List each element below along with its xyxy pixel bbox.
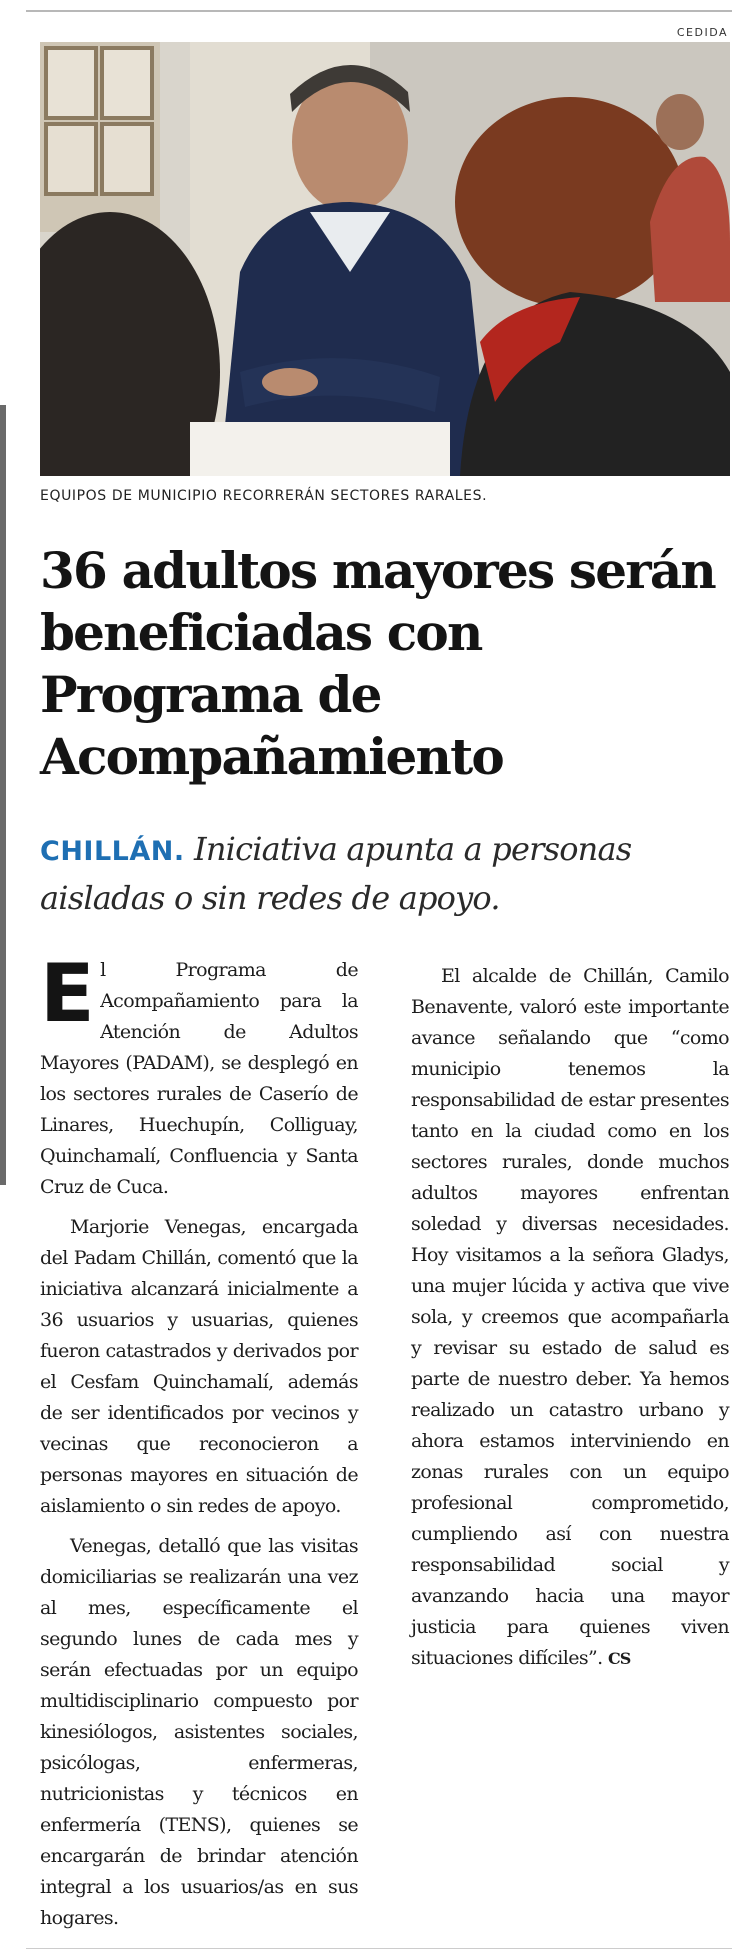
location-kicker: CHILLÁN.	[40, 836, 185, 867]
body-paragraph-3	[40, 1531, 358, 1934]
body-column-right	[411, 952, 729, 1674]
bottom-rule	[26, 1948, 732, 1949]
page-edge-shadow	[0, 405, 6, 1185]
body-paragraph-4	[411, 961, 729, 1674]
photo-credit: CEDIDA	[676, 26, 728, 39]
body-column-left	[40, 947, 358, 1934]
body-paragraph-1	[40, 947, 358, 1203]
top-rule	[26, 10, 732, 12]
body-paragraph-1-text: l Programa de Acompañamiento para la Atención de Adultos Mayores (PADAM), se desplegó en los sectores rurales de Caserío de Linares, Huechupín, Colliguay, Quinchamalí, Confluencia y Santa Cruz de Cuca.	[40, 959, 358, 1198]
end-of-article-mark: CS	[608, 1649, 631, 1668]
drop-cap: E	[40, 947, 95, 1040]
lead-paragraph	[40, 826, 740, 921]
headline: 36 adultos mayores serán beneficiadas con Programa de Acompañamiento	[40, 541, 715, 786]
lead-text: Iniciativa apunta a personas aisladas o sin redes de apoyo.	[40, 830, 632, 917]
photo-caption: EQUIPOS DE MUNICIPIO RECORRERÁN SECTORES RARALES.	[40, 488, 488, 504]
body-paragraph-4-text: El alcalde de Chillán, Camilo Benavente, valoró este importante avance señalando que “como municipio tenemos la responsabilidad de estar presentes tanto en la ciudad como en los sectores rurales, donde muchos adultos mayores enfrentan soledad y diversas necesidades. Hoy visitamos a la señora Gladys, una mujer lúcida y activa que vive sola, y creemos que acompañarla y revisar su estado de salud es parte de nuestro deber. Ya hemos realizado un catastro urbano y ahora estamos interviniendo en zonas rurales con un equipo profesional comprometido, cumpliendo así con nuestra responsabilidad social y avanzando hacia una mayor justicia para quienes viven situaciones difíciles”.	[411, 965, 729, 1669]
body-paragraph-3-text: Venegas, detalló que las visitas domiciliarias se realizarán una vez al mes, específicamente el segundo lunes de cada mes y serán efectuadas por un equipo multidisciplinario compuesto por kinesiólogos, asistentes sociales, psicólogas, enfermeras, nutricionistas y técnicos en enfermería (TENS), quienes se encargarán de brindar atención integral a los usuarios/as en sus hogares.	[40, 1535, 358, 1929]
article-photo	[40, 42, 730, 476]
body-paragraph-2: Marjorie Venegas, encargada del Padam Chillán, comentó que la iniciativa alcanzará inicialmente a 36 usuarios y usuarias, quienes fueron catastrados y derivados por el Cesfam Quinchamalí, además de ser identificados por vecinos y vecinas que reconocieron a personas mayores en situación de aislamiento o sin redes de apoyo.	[40, 1216, 358, 1517]
